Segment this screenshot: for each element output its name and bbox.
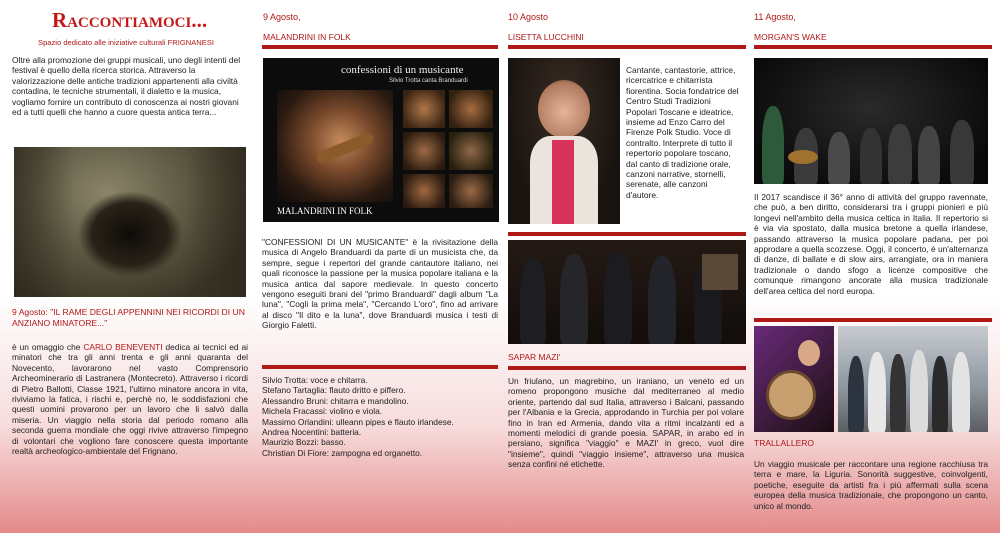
section-divider [508, 45, 746, 49]
member-line: Maurizio Bozzi: basso. [262, 437, 346, 448]
saparmazi-photo [508, 240, 746, 344]
member-list [262, 375, 498, 458]
group-name: MORGAN'S WAKE [754, 32, 827, 42]
member-line: Silvio Trotta: voce e chitarra. [262, 375, 368, 385]
page-title: Raccontiamoci... [52, 8, 208, 32]
member-line: Andrea Nocentini: batteria. [262, 427, 362, 438]
section-divider [754, 45, 992, 49]
event-date: 11 Agosto, [754, 12, 796, 22]
mine-body-post: dedica ai tecnici ed ai minatori che tra gli anni trenta e gli anni quaranta del Novecento, lavorarono nel vasto Comprensorio Archeominerario di Lastranera (Montecreto). Attraverso i ricordi di Pietro Ballotti, Classe 1921, l'ultimo minatore ancora in vita, riviviamo la fatica, i rischi e, perchè no, le soddisfazioni che questi uomini provarono per un lavoro che li salvò dalla miseria. Un viaggio nella storia dal periodo romano alla seconda guerra mondiale che oggi rivive attraverso l'impegno di volontari che vogliono fare conoscere questa importante realtà archeologico-ambientale del Frignano. [12, 342, 249, 457]
artist-name: LISETTA LUCCHINI [508, 32, 584, 42]
mine-body-pre: è un omaggio che [12, 342, 84, 352]
group-name: TRALLALLERO [754, 438, 814, 448]
trallallero-singer-photo [754, 326, 834, 432]
member-line: Massimo Orlandini: ulleann pipes e flauto irlandese. [262, 416, 454, 427]
section-divider [262, 365, 498, 369]
event-date: 10 Agosto [508, 12, 549, 22]
lisetta-photo [508, 58, 620, 224]
malandrini-column [262, 0, 500, 533]
malandrini-photo [263, 58, 499, 222]
mine-event-text [12, 342, 248, 456]
intro-column [12, 0, 248, 533]
group-name: MALANDRINI IN FOLK [263, 32, 351, 42]
photo-subtitle: Silvio Trotta canta Branduardi [389, 78, 468, 84]
section-divider [508, 366, 746, 370]
section-divider [508, 232, 746, 236]
page-subtitle: Spazio dedicato alle iniziative culturali FRIGNANESI [38, 38, 214, 47]
malandrini-text: "CONFESSIONI DI UN MUSICANTE" è la rivisitazione della musica di Angelo Branduardi da parte di un musicista che, da sempre, segue i repertori del grande cantautore italiano, nei quali riconosce la passione per la musica popolare italiana e la musica antica dal sapore medievale. In questo concerto vengono eseguiti brani del "primo Branduardi" dagli album "La luna", "Cogli la prima mela", "Cercando L'oro", fino ad arrivare al disco "Il dito e la luna", dove Branduardi musica i testi di Giorgio Faletti. [262, 237, 498, 331]
member-line: Michela Fracassi: violino e viola. [262, 406, 383, 417]
photo-title: confessioni di un musicante [341, 64, 464, 76]
photo-caption: MALANDRINI IN FOLK [277, 206, 373, 216]
morgan-photo [754, 58, 988, 184]
section-divider [262, 45, 498, 49]
lisetta-saparmazi-column [508, 0, 748, 533]
lisetta-text: Cantante, cantastorie, attrice, ricercatrice e chitarrista fiorentina. Socia fondatrice del Centro Studi Tradizioni Popolari Toscane e ideatrice, insieme ad Enzo Carro del Firenze Polk Studio. Voce di contralto. Interprete di tutto il repertorio popolare toscano, dal canto di tradizione orale, canzoni narrative, stornelli, serenate, alle canzoni d'autore. [626, 65, 739, 200]
trallallero-group-photo [838, 326, 988, 432]
morgan-trallallero-column [754, 0, 992, 533]
saparmazi-text: Un friulano, un magrebino, un iraniano, un veneto ed un romeno propongono musiche dal mediterraneo al medio oriente, partendo dal sud Italia, attraverso i Balcani, passando per l'Albania e la Grecia, approdando in Turchia per poi volare fino in Iran ed Armenia, dando vita a ritmi incalzanti ed a momenti melodici di grande poesia. SAPAR, in arabo ed in persiano, significa "viaggio" e MAZI' in greco, vuol dire "insieme", quindi "viaggio insieme", attraverso una musica senza confini né etichette. [508, 376, 744, 470]
author-name: CARLO BENEVENTI [83, 342, 163, 352]
member-line: Alessandro Bruni: chitarra e mandolino. [262, 395, 409, 406]
member-line: Stefano Tartaglia: flauto dritto e piffero. [262, 385, 406, 396]
section-divider [754, 318, 992, 322]
mine-tunnel-photo [14, 147, 246, 297]
trallallero-text: Un viaggio musicale per raccontare una regione racchiusa tra terra e mare, la Liguria. Sonorità suggestive, coinvolgenti, poetiche, eseguite da artisti fra i più affermati sulla scena europea della musica tradizionale, che propongono un canto, unico al mondo. [754, 459, 988, 511]
event-date: 9 Agosto, [263, 12, 301, 22]
intro-text: Oltre alla promozione dei gruppi musicali, uno degli intenti del festival è quello della ricerca storica. Attraverso la valorizzazione delle antiche tradizioni appartenenti alla civiltà contadina, le tecniche strumentali, il dialetto e la musica, vogliamo fornire un contributo di conoscenza ai nostri giovani ed a tutti quelli che hanno a cuore questa antica terra... [12, 55, 241, 118]
morgan-text: Il 2017 scandisce il 36° anno di attività del gruppo ravennate, che può, a ben diritto, considerarsi tra i gruppi pionieri e più longevi nell'ambito della musica celtica in Italia. Il repertorio si è via via spostato, dalla musica bretone a quella irlandese, passando attraverso la musica popolare padana, per poi approdare a quella scozzese. Oggi, il concerto, è un'alternanza di danze, di ballate e di slow airs, arrangiate, ora in maniera tradizionale o dando sfogo a licenze compositive che comunque rimangono ancorate alla musica tradizionale dell'area celtica del nord europa. [754, 192, 988, 296]
mine-event-title: 9 Agosto: "IL RAME DEGLI APPENNINI NEI RICORDI DI UN ANZIANO MINATORE..." [12, 307, 245, 328]
group-name: SAPAR MAZI' [508, 352, 561, 362]
member-line: Christian Di Fiore: zampogna ed organetto. [262, 447, 423, 458]
